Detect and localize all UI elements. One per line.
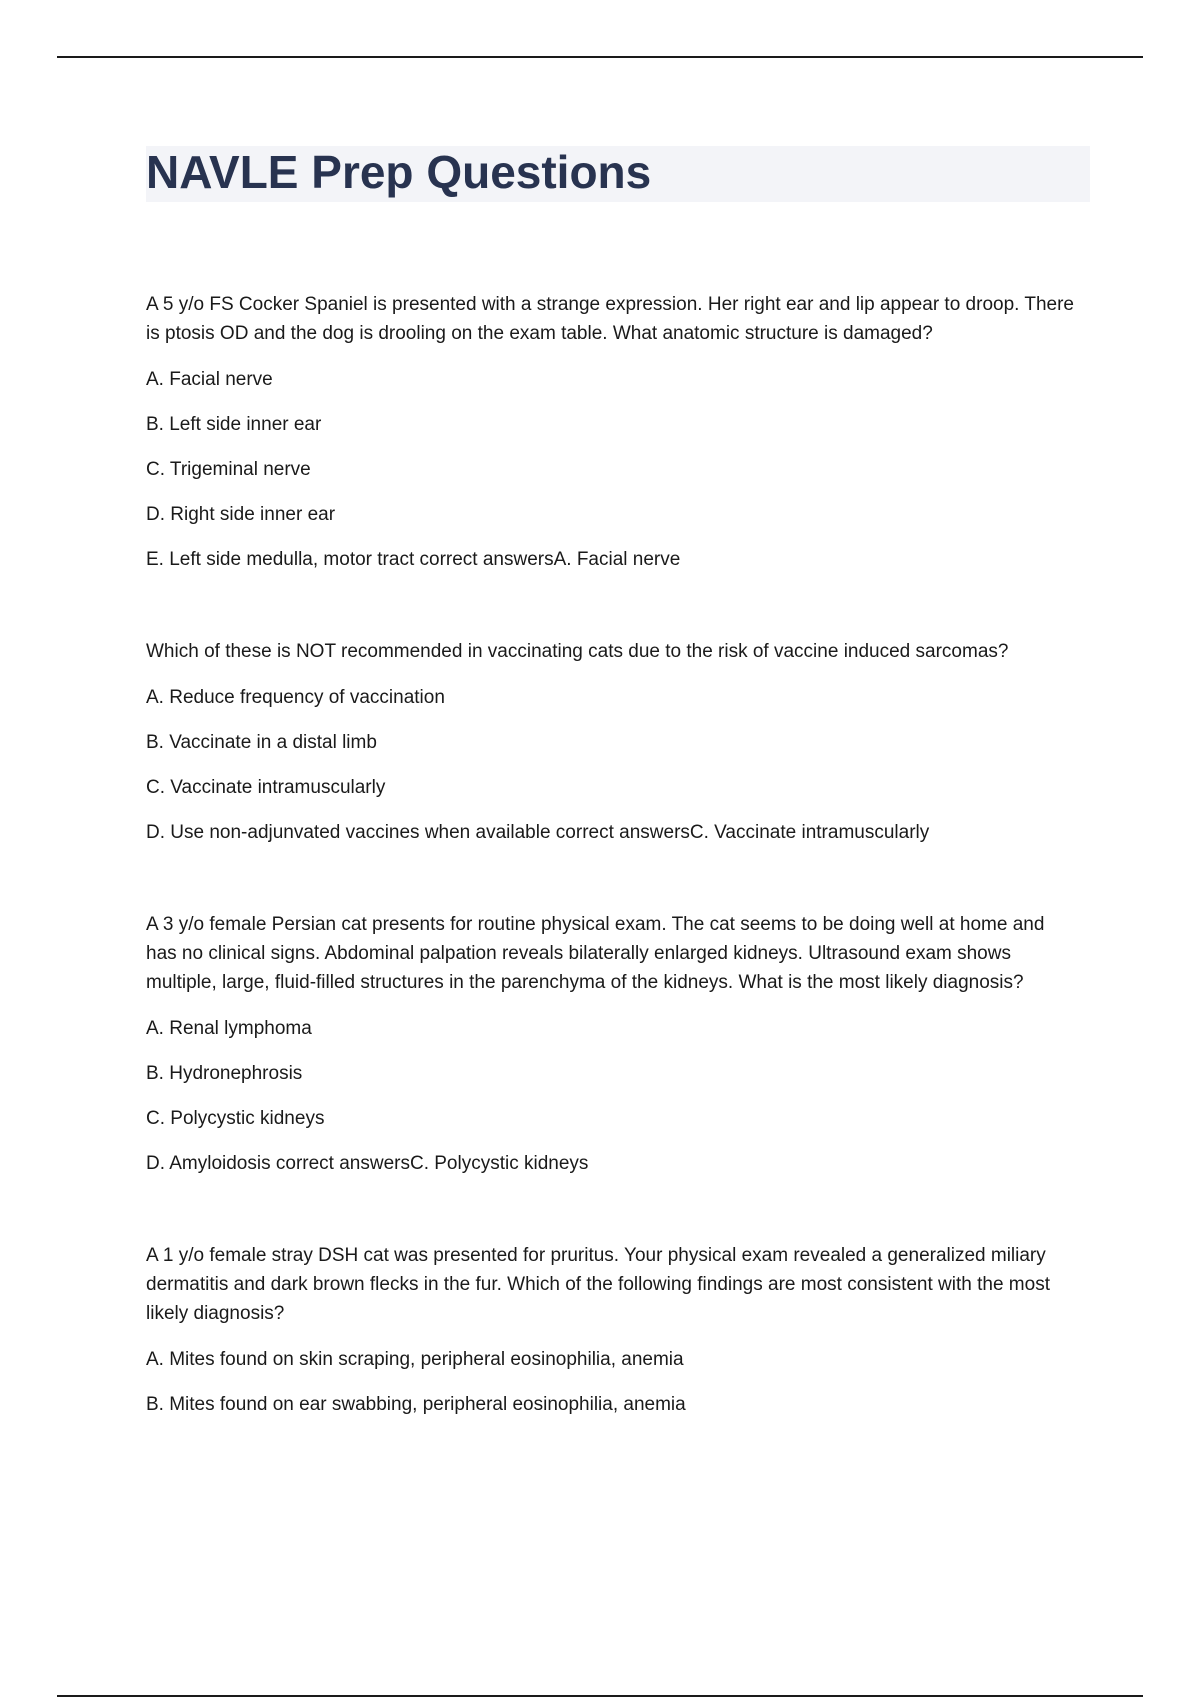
header-rule — [57, 56, 1143, 58]
answer-option: E. Left side medulla, motor tract correct answersA. Facial nerve — [146, 549, 681, 570]
answer-option: C. Trigeminal nerve — [146, 459, 311, 480]
answer-option: A. Mites found on skin scraping, peripheral eosinophilia, anemia — [146, 1349, 684, 1370]
answer-option: A. Reduce frequency of vaccination — [146, 687, 445, 708]
question-prompt: A 1 y/o female stray DSH cat was presented for pruritus. Your physical exam revealed a generalized miliary dermatitis and dark brown flecks in the fur. Which of the following findings are most consistent with the most likely diagnosis? — [146, 1245, 1050, 1324]
question-2 — [146, 637, 1080, 846]
answer-option: D. Amyloidosis correct answersC. Polycystic kidneys — [146, 1153, 589, 1174]
answer-option: D. Use non-adjunvated vaccines when available correct answersC. Vaccinate intramuscularly — [146, 822, 930, 843]
footer-rule — [57, 1695, 1143, 1697]
answer-option: A. Facial nerve — [146, 369, 273, 390]
question-3 — [146, 910, 1080, 1177]
answer-option: B. Vaccinate in a distal limb — [146, 732, 377, 753]
answer-option: B. Left side inner ear — [146, 414, 322, 435]
answer-option: B. Hydronephrosis — [146, 1063, 303, 1084]
answer-option: D. Right side inner ear — [146, 504, 336, 525]
answer-option: C. Polycystic kidneys — [146, 1108, 325, 1129]
question-4 — [146, 1241, 1080, 1418]
question-prompt: A 3 y/o female Persian cat presents for routine physical exam. The cat seems to be doing well at home and has no clinical signs. Abdominal palpation reveals bilaterally enlarged kidneys. Ultrasound exam shows multiple, large, fluid-filled structures in the parenchyma of the kidneys. What is the most likely diagnosis? — [146, 914, 1045, 993]
answer-option: B. Mites found on ear swabbing, peripheral eosinophilia, anemia — [146, 1394, 686, 1415]
question-1 — [146, 290, 1080, 573]
page-title: NAVLE Prep Questions — [146, 146, 652, 198]
answer-option: C. Vaccinate intramuscularly — [146, 777, 386, 798]
question-list — [146, 290, 1080, 1437]
answer-option: A. Renal lymphoma — [146, 1018, 312, 1039]
question-prompt: A 5 y/o FS Cocker Spaniel is presented with a strange expression. Her right ear and lip appear to droop. There is ptosis OD and the dog is drooling on the exam table. What anatomic structure is damaged? — [146, 294, 1074, 344]
question-prompt: Which of these is NOT recommended in vaccinating cats due to the risk of vaccine induced sarcomas? — [146, 641, 1009, 662]
